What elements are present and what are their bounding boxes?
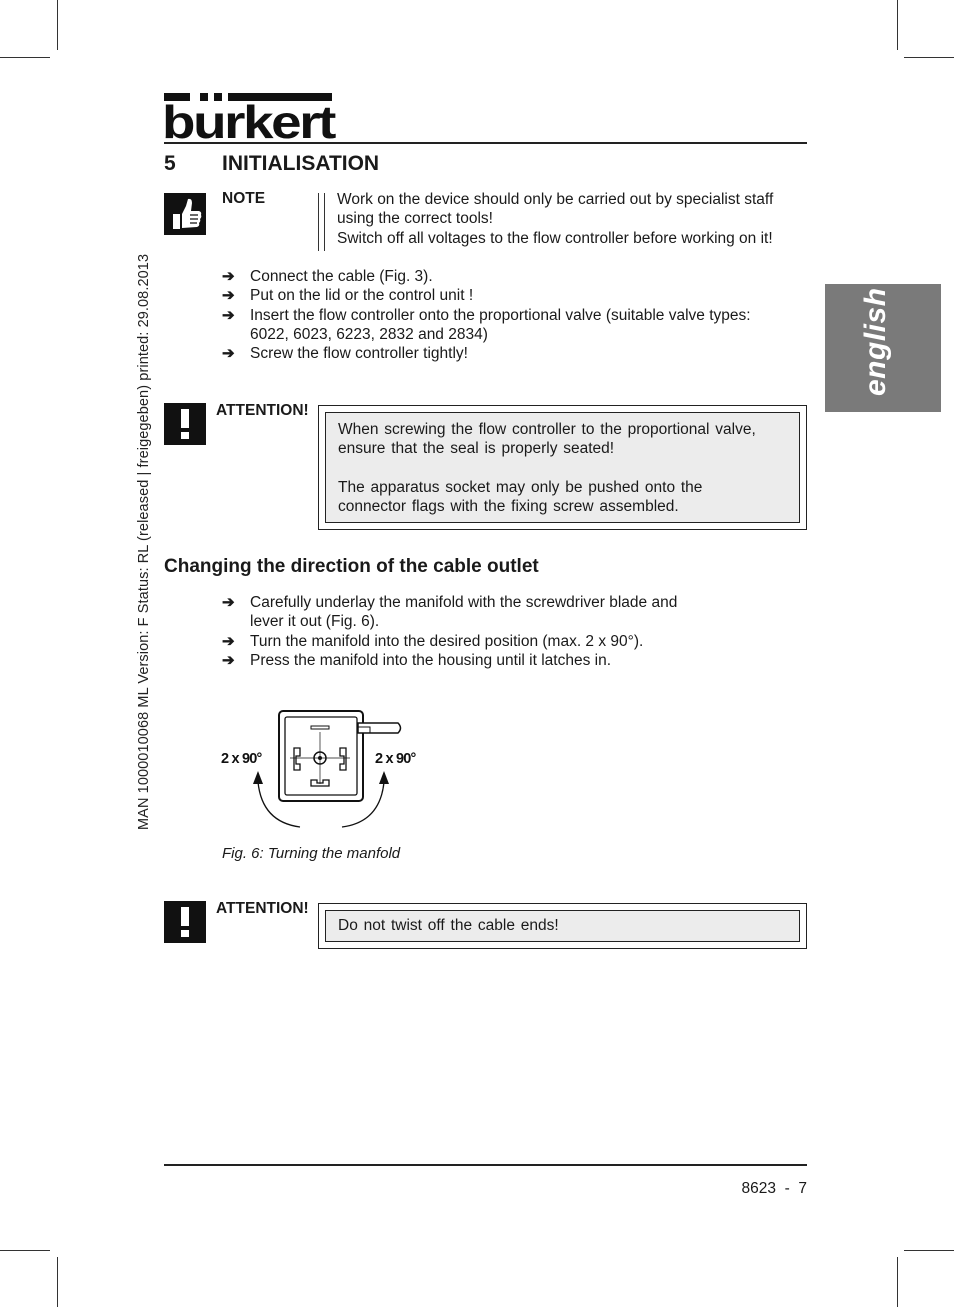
step-text: Turn the manifold into the desired position (max. 2 x 90°). <box>250 632 644 650</box>
attention-text <box>338 478 702 517</box>
crop-mark <box>0 57 50 58</box>
exclamation-warning-icon <box>164 403 206 445</box>
attention-text <box>338 420 756 459</box>
step-text: 6022, 6023, 6223, 2832 and 2834) <box>250 325 488 343</box>
arrow-right-icon: ➔ <box>222 345 235 363</box>
initialisation-steps <box>222 267 802 363</box>
arrow-right-icon: ➔ <box>222 306 235 324</box>
note-line: Work on the device should only be carried out by specialist staff <box>337 191 774 208</box>
attention-box-inner <box>325 412 800 523</box>
attention-line: When screwing the flow controller to the proportional valve, <box>338 421 756 438</box>
exclamation-warning-icon <box>164 901 206 943</box>
manifold-rotation-figure <box>210 700 440 840</box>
attention-label: ATTENTION! <box>216 402 309 419</box>
burkert-logo-wordmark: burkert <box>162 96 337 140</box>
attention-line: connector flags with the fixing screw assembled. <box>338 498 679 516</box>
section-title: INITIALISATION <box>222 152 380 175</box>
crop-mark <box>904 57 954 58</box>
list-item <box>222 286 802 305</box>
crop-mark <box>0 1250 50 1251</box>
attention-line: ensure that the seal is properly seated! <box>338 440 615 458</box>
figure-caption: Fig. 6: Turning the manfold <box>222 845 401 862</box>
arrow-right-icon: ➔ <box>222 287 235 305</box>
attention-box-inner <box>325 910 800 942</box>
crop-mark <box>57 0 58 50</box>
attention-box <box>318 405 807 530</box>
burkert-logo <box>162 92 337 140</box>
footer-rule <box>164 1164 807 1166</box>
list-item <box>222 632 802 651</box>
arrow-right-icon: ➔ <box>222 632 235 650</box>
note-line: using the correct tools! <box>337 210 493 228</box>
attention-line: The apparatus socket may only be pushed onto the <box>338 479 703 496</box>
language-tab-label: english <box>859 287 892 396</box>
list-item <box>222 306 802 345</box>
arrow-right-icon: ➔ <box>222 594 235 611</box>
subsection-heading: Changing the direction of the cable outlet <box>164 556 539 577</box>
crop-mark <box>897 1257 898 1307</box>
note-text <box>337 190 807 248</box>
crop-mark <box>897 0 898 50</box>
crop-mark <box>57 1257 58 1307</box>
step-text: Carefully underlay the manifold with the screwdriver blade and <box>250 594 678 611</box>
cable-direction-steps <box>222 593 802 670</box>
thumbs-up-hand-icon <box>164 193 206 235</box>
page-number: 8623 - 7 <box>741 1180 807 1197</box>
crop-mark <box>904 1250 954 1251</box>
step-text: Insert the flow controller onto the proportional valve (suitable valve types: <box>250 306 751 324</box>
step-text: Screw the flow controller tightly! <box>250 345 468 363</box>
arrow-right-icon: ➔ <box>222 651 235 669</box>
document-status-line: MAN 1000010068 ML Version: F Status: RL (released | freigegeben) printed: 29.08.2013 <box>136 253 152 830</box>
note-label: NOTE <box>222 190 266 207</box>
rotation-label-right: 2 x 90° <box>375 751 416 767</box>
list-item <box>222 593 802 632</box>
header-rule <box>164 142 807 144</box>
step-text: lever it out (Fig. 6). <box>250 613 380 631</box>
note-divider <box>318 193 325 251</box>
step-text: Put on the lid or the control unit ! <box>250 287 474 305</box>
attention-label: ATTENTION! <box>216 900 309 917</box>
step-text: Connect the cable (Fig. 3). <box>250 268 433 285</box>
attention-box <box>318 903 807 949</box>
rotation-label-left: 2 x 90° <box>221 751 262 767</box>
list-item <box>222 651 802 670</box>
section-number: 5 <box>164 152 176 175</box>
attention-text: Do not twist off the cable ends! <box>338 917 559 934</box>
step-text: Press the manifold into the housing until it latches in. <box>250 651 612 669</box>
list-item <box>222 267 802 286</box>
list-item <box>222 344 802 363</box>
language-tab <box>825 284 941 412</box>
arrow-right-icon: ➔ <box>222 268 235 285</box>
note-line: Switch off all voltages to the flow controller before working on it! <box>337 229 773 247</box>
